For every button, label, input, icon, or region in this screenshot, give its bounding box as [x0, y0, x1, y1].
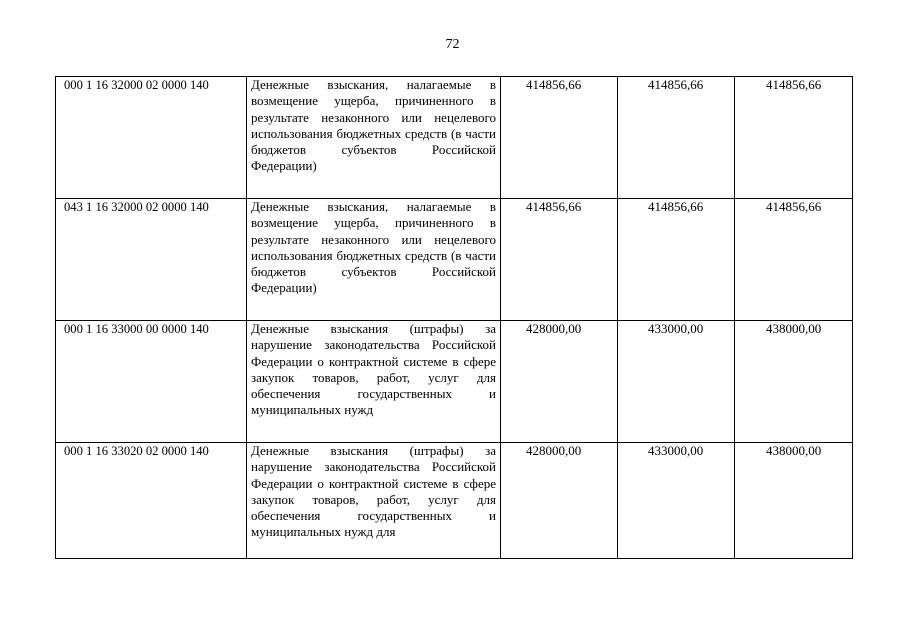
amount-year-1-cell: 414856,66	[501, 199, 618, 321]
budget-code-cell: 000 1 16 32000 02 0000 140	[56, 77, 247, 199]
amount-year-1-cell: 414856,66	[501, 77, 618, 199]
revenue-name-cell: Денежные взыскания, налагаемые в возмещение ущерба, причиненного в результате незаконного или нецелевого использования бюджетных средств (в части бюджетов субъектов Российской Федерации)	[247, 199, 501, 321]
budget-code-cell: 000 1 16 33020 02 0000 140	[56, 443, 247, 559]
amount-year-3-cell: 414856,66	[735, 199, 853, 321]
amount-year-2-cell: 414856,66	[618, 77, 735, 199]
revenue-name-cell: Денежные взыскания (штрафы) за нарушение законодательства Российской Федерации о контрактной системе в сфере закупок товаров, работ, услуг для обеспечения государственных и муниципальных нужд	[247, 321, 501, 443]
amount-year-3-cell: 438000,00	[735, 443, 853, 559]
amount-year-1-cell: 428000,00	[501, 321, 618, 443]
table-row	[56, 199, 853, 321]
amount-year-2-cell: 414856,66	[618, 199, 735, 321]
table-row	[56, 321, 853, 443]
amount-year-3-cell: 438000,00	[735, 321, 853, 443]
budget-code-cell: 000 1 16 33000 00 0000 140	[56, 321, 247, 443]
amount-year-1-cell: 428000,00	[501, 443, 618, 559]
amount-year-3-cell: 414856,66	[735, 77, 853, 199]
page-number: 72	[445, 37, 460, 52]
amount-year-2-cell: 433000,00	[618, 443, 735, 559]
amount-year-2-cell: 433000,00	[618, 321, 735, 443]
revenue-name-cell: Денежные взыскания (штрафы) за нарушение законодательства Российской Федерации о контрактной системе в сфере закупок товаров, работ, услуг для обеспечения государственных и муниципальных нужд для	[247, 443, 501, 559]
revenue-name-cell: Денежные взыскания, налагаемые в возмещение ущерба, причиненного в результате незаконного или нецелевого использования бюджетных средств (в части бюджетов субъектов Российской Федерации)	[247, 77, 501, 199]
budget-code-cell: 043 1 16 32000 02 0000 140	[56, 199, 247, 321]
revenue-table	[55, 76, 853, 559]
table-row	[56, 77, 853, 199]
table-row	[56, 443, 853, 559]
